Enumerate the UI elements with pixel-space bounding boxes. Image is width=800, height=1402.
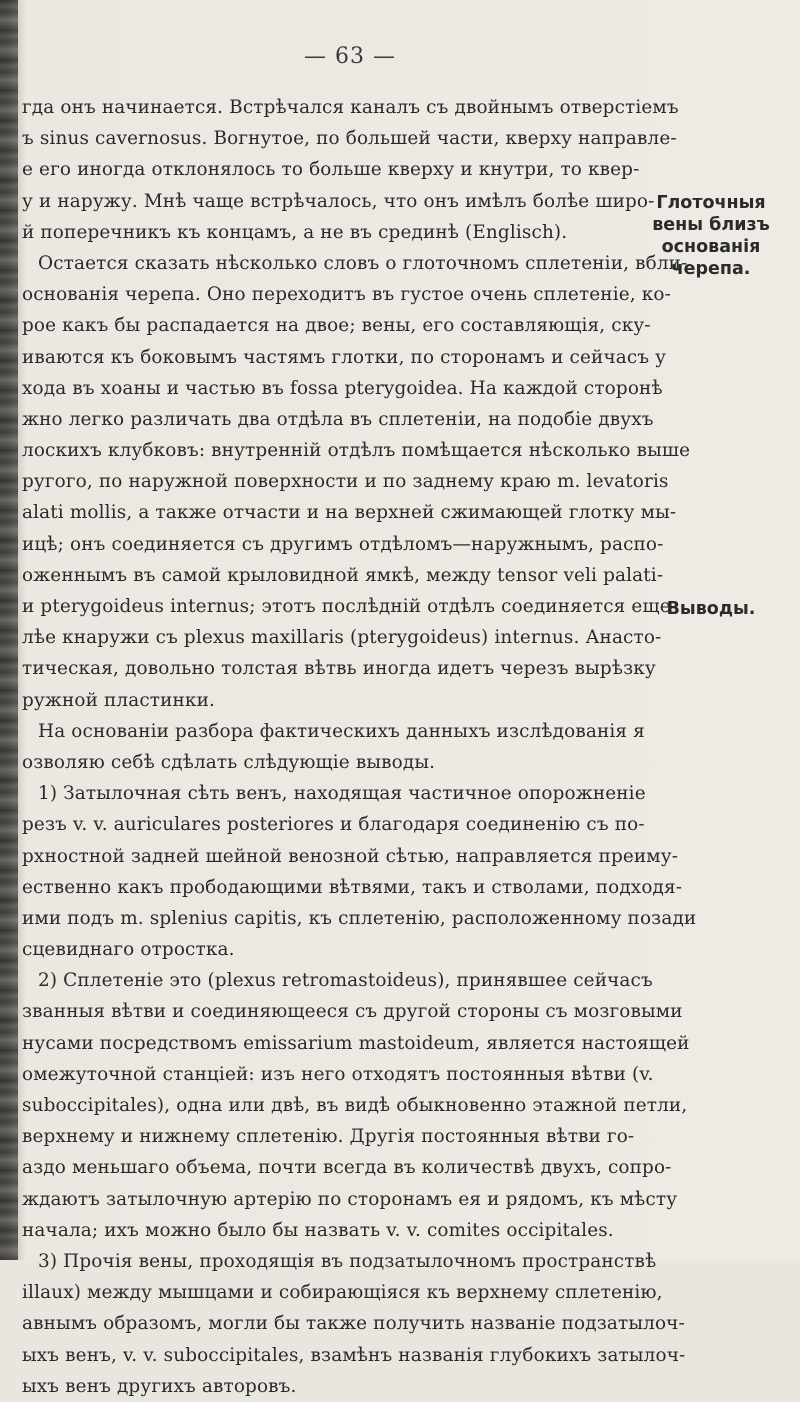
text-line: рхностной задней шейной венозной сѣтью, направляется преиму- xyxy=(22,845,679,867)
text-line: иваются къ боковымъ частямъ глотки, по сторонамъ и сейчасъ у xyxy=(22,346,667,368)
text-line: лоскихъ клубковъ: внутренній отдѣлъ помѣщается нѣсколько выше xyxy=(22,440,691,462)
text-line: ружной пластинки. xyxy=(22,689,215,711)
text-line: ыхъ венъ другихъ авторовъ. xyxy=(22,1375,297,1397)
text-line: рое какъ бы распадается на двое; вены, его составляющія, ску- xyxy=(22,315,651,337)
text-line: ругого, по наружной поверхности и по заднему краю m. levatoris xyxy=(22,471,669,493)
text-line: 3) Прочія вены, проходящія въ подзатылочномъ пространствѣ xyxy=(38,1250,657,1272)
margin-note-line: Выводы. xyxy=(666,599,756,619)
text-line: ими подъ m. splenius capitis, къ сплетенію, расположенному позади xyxy=(22,907,697,929)
text-line: е его иногда отклонялось то больше кверху и кнутри, то квер- xyxy=(22,159,640,181)
text-line: й поперечникъ къ концамъ, а не въ срединѣ (Englisch). xyxy=(22,221,568,243)
text-line: гда онъ начинается. Встрѣчался каналъ съ двойнымъ отверстіемъ xyxy=(22,97,679,118)
text-line: авнымъ образомъ, могли бы также получить названіе подзатылоч- xyxy=(22,1313,685,1335)
text-line: озволяю себѣ сдѣлать слѣдующіе выводы. xyxy=(22,751,436,773)
text-line: хода въ хоаны и частью въ fossa pterygoidea. На каждой сторонѣ xyxy=(22,377,663,399)
text-line: ыхъ венъ, v. v. suboccipitales, взамѣнъ названія глубокихъ затылоч- xyxy=(22,1344,686,1366)
text-line: оженнымъ въ самой крыловидной ямкѣ, между tensor veli palati- xyxy=(22,564,664,586)
text-line: резъ v. v. auriculares posteriores и благодаря соединенію съ по- xyxy=(22,814,645,836)
text-line: На основаніи разбора фактическихъ данныхъ изслѣдованія я xyxy=(38,720,645,742)
body-text xyxy=(22,92,697,1402)
text-line: у и наружу. Мнѣ чаще встрѣчалось, что онъ имѣлъ болѣе широ- xyxy=(22,190,655,212)
text-line: 1) Затылочная сѣть венъ, находящая частичное опорожненіе xyxy=(38,783,646,805)
margin-note-line: основанія xyxy=(661,237,761,257)
text-line: suboccipitales), одна или двѣ, въ видѣ обыкновенно этажной петли, xyxy=(22,1095,688,1116)
text-line: illaux) между мышцами и собирающіяся къ верхнему сплетенію, xyxy=(22,1282,663,1304)
text-line: ицѣ; онъ соединяется съ другимъ отдѣломъ—наружнымъ, распо- xyxy=(22,533,664,555)
text-line: 2) Сплетеніе это (plexus retromastoideus), принявшее сейчасъ xyxy=(38,970,653,992)
margin-note-line: вены близъ xyxy=(652,215,770,235)
text-line: основанія черепа. Оно переходитъ въ густое очень сплетеніе, ко- xyxy=(22,284,672,306)
text-line: лѣе кнаружи съ plexus maxillaris (pterygoideus) internus. Анасто- xyxy=(22,627,662,649)
book-binding-edge xyxy=(0,0,18,1260)
text-line: начала; ихъ можно было бы назвать v. v. comites occipitales. xyxy=(22,1219,614,1241)
text-line: и pterygoideus internus; этотъ послѣдній отдѣлъ соединяется еще xyxy=(22,596,671,617)
text-line: верхнему и нижнему сплетенію. Другія постоянныя вѣтви го- xyxy=(22,1126,635,1148)
text-line: аздо меньшаго объема, почти всегда въ количествѣ двухъ, сопро- xyxy=(22,1157,672,1179)
text-line: ественно какъ прободающими вѣтвями, такъ и стволами, подходя- xyxy=(22,876,683,898)
text-line: сцевиднаго отростка. xyxy=(22,939,235,961)
text-line: нусами посредствомъ emissarium mastoideum, является настоящей xyxy=(22,1032,690,1054)
text-line: alati mollis, а также отчасти и на верхней сжимающей глотку мы- xyxy=(22,502,677,524)
margin-note-pharyngeal-veins xyxy=(636,192,786,280)
text-line: жно легко различать два отдѣла въ сплетеніи, на подобіе двухъ xyxy=(22,408,654,430)
text-line: омежуточной станціей: изъ него отходятъ постоянныя вѣтви (v. xyxy=(22,1063,654,1085)
margin-note-conclusions xyxy=(636,598,786,620)
text-line: Остается сказать нѣсколько словъ о глоточномъ сплетеніи, вбли- xyxy=(38,252,688,274)
text-line: ждаютъ затылочную артерію по сторонамъ ея и рядомъ, къ мѣсту xyxy=(22,1188,678,1210)
margin-note-line: черепа. xyxy=(671,259,751,279)
text-line: званныя вѣтви и соединяющееся съ другой стороны съ мозговыми xyxy=(22,1001,683,1023)
text-line: ъ sinus cavernosus. Вогнутое, по большей части, кверху направле- xyxy=(22,128,677,150)
page-number: — 63 — xyxy=(304,44,396,69)
text-line: тическая, довольно толстая вѣтвь иногда идетъ черезъ вырѣзку xyxy=(22,658,656,680)
margin-note-line: Глоточныя xyxy=(656,193,766,213)
